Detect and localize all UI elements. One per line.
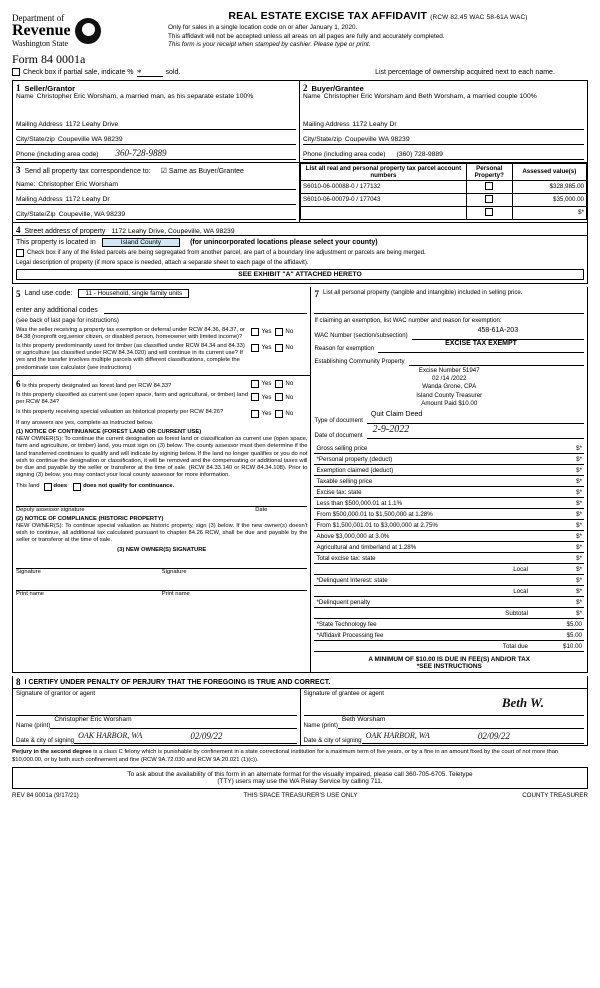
segregation-checkbox[interactable] [16,249,24,257]
money-row [314,443,584,454]
does-not-checkbox[interactable] [73,483,81,491]
grantor-date-city[interactable]: OAK HARBOR, WA [74,731,184,744]
buyer-city-value: Coupeville WA 98239 [344,135,410,143]
money-value-10[interactable]: $* [576,554,582,562]
segregation-label: Check box if any of the listed parcels are being segregated from another parcel, are part of a boundary line adjustment or parcels are being merged. [27,248,426,256]
grantor-signature-label: Signature of grantor or agent [16,690,96,698]
does-checkbox[interactable] [44,483,52,491]
money-value-12[interactable]: $* [576,576,582,584]
historic-yes[interactable] [251,410,271,418]
street-address-label: Street address of property [24,227,106,235]
exemption-yes[interactable] [251,328,271,336]
reason-exemption-label: Reason for exemption [314,344,375,352]
money-row [314,542,584,553]
exemption-no-label: No [285,328,294,336]
money-label-16: *State Technology fee [316,620,377,628]
parcel-number-0: S6010-06-00088-0 / 177132 [301,180,467,193]
section4-block [12,223,588,284]
money-row [314,586,584,597]
establishing-community-property-label: Establishing Community Property [314,357,405,365]
document-date-value[interactable]: 2-9-2022 [367,424,584,439]
forest-no[interactable] [275,380,293,388]
corr-name-label: Name: [16,180,36,188]
timber-no[interactable] [275,344,293,352]
agency-name-label: Revenue [12,22,71,40]
corr-city-value: Coupeville, WA 98239 [58,210,126,218]
corr-city-label: City/State/Zip [16,210,56,218]
header-sub1: Only for sales in a single location code on or after January 1, 2020. [168,24,358,31]
section8-number: 8 [16,677,21,688]
money-value-8[interactable]: $* [576,532,582,540]
additional-codes-input[interactable] [104,301,308,314]
notice-compliance-body: NEW OWNER(S): To continue special valuation as historic property, sign (3) below. If the new owner(s) doesn't wish to continue, all additional tax calculated pursuant to chapter 84.26 RCW, shall be due and payable by the seller or transferor at the time of sale. [16,522,308,544]
seller-mailing-value: 1172 Leahy Drive [65,120,119,128]
money-row [314,575,584,586]
partial-sale-label: Check box if partial sale, indicate % [23,68,134,76]
partial-sale-checkbox[interactable] [12,68,20,76]
corr-mailing-row[interactable] [16,190,296,205]
parcel-table-section [300,163,587,222]
current-use-question [16,392,307,406]
historic-question [16,409,307,418]
correspondence-parcels-block [12,163,588,223]
ada-notice [12,767,588,789]
perjury-notice [12,749,588,763]
money-row [314,454,584,465]
buyer-mailing-label: Mailing Address [303,120,350,128]
treasurer-stamp [314,367,584,409]
deputy-assessor-signature-label: Deputy assessor signature [16,506,85,513]
reason-exemption-value[interactable]: EXCISE TAX EXEMPT [378,340,584,353]
buyer-mailing-value: 1172 Leahy Dr [352,120,397,128]
seller-name-value[interactable]: Christopher Eric Worsham, a married man, as his separate estate 100% [36,92,254,100]
parcel-col-value: Assessed value(s) [512,163,586,180]
header-sub3: This form is your receipt when stamped by cashier. Please type or print. [168,41,371,49]
money-label-6: From $500,000.01 to $1,500,000 at 1.28% [316,510,433,518]
page-footer [12,789,588,799]
table-row[interactable] [301,193,587,206]
assessor-date-label: Date [255,506,268,513]
land-use-select[interactable]: 11 - Household, single family units [78,289,189,298]
money-row [314,553,584,564]
seller-section [13,81,300,162]
page-title [168,10,588,22]
section3-text: Send all property tax correspondence to: [24,167,151,175]
current-use-yes[interactable] [251,393,271,401]
seller-heading: Seller/Grantor [24,83,76,93]
section4-number: 4 [16,224,21,235]
money-row [314,520,584,531]
corr-mailing-label: Mailing Address [16,195,63,203]
main-lower-block [12,287,588,674]
tax-computation-table [314,443,584,652]
corr-name-row[interactable] [16,175,296,190]
money-row [314,487,584,498]
perjury-bold: Perjury in the second degree [12,749,92,756]
parcel-table [300,163,587,220]
grantee-print-label: Name (print) [303,722,338,730]
parcel-col-personal: Personal Property? [466,163,512,180]
money-row [314,509,584,520]
parcel-number-1: S6010-06-00079-0 / 177043 [301,193,467,206]
stamp-line-4: Amount Paid $10.00 [421,399,478,407]
money-label-7: From $1,500,001.01 to $3,000,000 at 2.75% [316,521,438,529]
money-row [314,630,584,641]
new-owner-signature-title: (3) NEW OWNER(S) SIGNATURE [117,546,207,553]
land-use-column [13,287,311,673]
partial-sale-percent: * [136,67,141,78]
timber-question-text: Is this property predominantly used for timber (as classified under RCW 84.34 and 84.33) or agriculture (as classified under RCW 84.34.020) and will continue in its current use? If yes and the transfer involves multiple parcels with different classifications, complete the predominate use calculator (see instructions) [16,342,245,371]
new-owner-signature-label-2: Signature [161,568,187,575]
notice-continuance-title: (1) NOTICE OF CONTINUANCE (FOREST LAND OR CURRENT USE) [16,428,202,435]
forest-no-label: No [285,380,294,388]
current-use-no-label: No [285,393,294,401]
money-label-13: Local [513,587,528,595]
perjury-text: is a class C felony which is punishable by confinement in a state correctional institution for a maximum term of five years, or by a fine in an amount fixed by the court of not more than $10,000.00, or by both such confinement and fine (RCW 9A.72.030 and RCW 9A.20.021 (1)(c)). [12,749,559,763]
seller-phone-value: 360-728-9889 [115,147,167,158]
timber-question [16,343,307,372]
grantor-signature-input[interactable] [16,697,297,716]
grantor-sign-col [13,689,301,745]
buyer-name-label: Name [303,92,321,100]
table-row[interactable] [301,206,587,219]
see-instructions-note: *SEE INSTRUCTIONS [416,663,482,671]
header-sub2: This affidavit will not be accepted unless all areas on all pages are fully and accurately completed. [168,32,445,40]
buyer-phone-row[interactable] [303,145,584,160]
section3-number: 3 [16,164,21,175]
exemption-claim-label: If claiming an exemption, list WAC number and reason for exemption: [314,316,502,324]
agency-dept-label: Department of [12,13,65,23]
wac-number-label: WAC Number (section/subsection) [314,331,408,339]
buyer-name-value[interactable]: Christopher Eric Worsham and Beth Worsham, a married couple 100% [323,92,537,100]
new-owner-print-label-1: Print name [16,591,45,598]
parcel-personal-0[interactable] [466,180,512,193]
money-row [314,597,584,608]
if-any-yes-note: If any answers are yes, complete as instructed below. [16,419,154,426]
stamp-line-3: Island County Treasurer [416,391,483,399]
located-in-label: This property is located in [16,238,96,246]
buyer-section [300,81,587,162]
money-label-0: Gross selling price [316,444,368,452]
sold-label: sold. [165,68,181,76]
parcel-personal-2[interactable] [466,206,512,219]
stamp-line-2: Wanda Grone, CPA [422,383,477,391]
grantee-signature-handwriting: Beth W. [501,695,544,711]
money-label-8: Above $3,000,000 at 3.0% [316,532,390,540]
land-use-label: Land use code: [24,290,73,298]
buyer-city-label: City/State/zip [303,135,342,143]
footer-revision: REV 84 0001a (9/17/21) [12,791,79,799]
page-title-citation: (RCW 82.45 WAC 58-61A WAC) [430,14,528,21]
minimum-due-note: A MINIMUM OF $10.00 IS DUE IN FEE(S) AND/OR TAX [368,656,531,664]
money-value-6[interactable]: $* [576,510,582,518]
document-type-value[interactable]: Quit Claim Deed [367,411,584,424]
seller-city-label: City/State/zip [16,135,55,143]
grantee-sign-col [301,689,588,745]
tax-column [311,287,587,673]
buyer-phone-label: Phone (including area code) [303,150,386,158]
money-label-15: Subtotal [505,609,528,617]
grantee-print-value[interactable]: Beth Worsham [338,716,584,729]
parcel-value-1: $35,000.00 [512,193,586,206]
money-row [314,531,584,542]
seller-phone-row[interactable] [16,145,296,160]
page-title-text: REAL ESTATE EXCISE TAX AFFIDAVIT [228,10,428,22]
footer-center-note: THIS SPACE TREASURER'S USE ONLY [243,791,358,799]
money-value-9[interactable]: $* [576,543,582,551]
forest-land-text: Is this property designated as forest land per RCW 84.33? [22,382,172,389]
money-row [314,619,584,630]
grantor-print-value[interactable]: Christopher Eric Worsham [50,716,296,729]
money-label-11: Local [513,565,528,573]
form-number: Form 84 0001a [12,51,86,66]
unincorporated-note: (for unincorporated locations please select your county) [190,238,378,246]
grantee-date-label: Date & city of signing [303,737,362,745]
money-label-1: *Personal property (deduct) [316,455,393,463]
exemption-yes-label: Yes [261,328,272,336]
money-label-4: Excise tax: state [316,488,362,496]
corr-name-value: Christopher Eric Worsham [38,180,118,188]
new-owner-print-label-2: Print name [161,591,190,598]
money-row [314,641,584,652]
certification-block [12,676,588,746]
money-value-7[interactable]: $* [576,521,582,529]
historic-no[interactable] [275,410,293,418]
stamp-line-0: Excise Number 51947 [418,366,480,374]
same-as-buyer-label: Same as Buyer/Grantee [168,167,244,175]
parcel-number-2 [301,206,467,219]
money-value-1[interactable]: $* [576,455,582,463]
header-subtitle [168,24,588,50]
legal-description-value[interactable]: SEE EXHIBIT "A" ATTACHED HERETO [16,269,584,280]
notice-continuance-body: NEW OWNER(S): To continue the current designation as forest land or classification as current use (open space, farm and agriculture, or timber) land, you must sign on (3) below. The county assessor must then determine if the land transferred continues to qualify and will indicate by signing below. If the land no longer qualifies or you do not wish to continue the designation or classification, it will be removed and the compensating or additional taxes will be due and payable by the seller or transferor at the time of sale. (RCW 84.33.140 or RCW 84.34.108). Prior to signing (3) below, you may contact your local county assessor for more information. [16,436,308,479]
money-row [314,498,584,509]
current-use-yes-label: Yes [261,393,272,401]
title-block [162,10,588,50]
ownership-note: List percentage of ownership acquired next to each name. [375,68,555,76]
forest-yes-label: Yes [261,380,272,388]
county-select[interactable]: Island County [102,238,180,247]
seller-city-value: Coupeville WA 98239 [57,135,123,143]
money-row [314,476,584,487]
money-label-5: Less than $500,000.01 at 1.1% [316,499,403,507]
money-label-3: Taxable selling price [316,477,373,485]
agency-state-label: Washington State [12,39,69,49]
money-value-17[interactable]: $5.00 [566,631,582,639]
buyer-city-row[interactable] [303,130,584,145]
money-value-14[interactable]: $* [576,598,582,606]
grantee-signature-input[interactable] [304,697,585,716]
buyer-mailing-row[interactable] [303,115,584,130]
forest-yes[interactable] [251,380,271,388]
new-owner-signature-label-1: Signature [16,568,41,575]
money-value-16[interactable]: $5.00 [566,620,582,628]
seller-phone-label: Phone (including area code) [16,150,99,158]
parcel-col-numbers: List all real and personal property tax parcel account numbers [301,163,467,180]
timber-no-label: No [285,344,294,352]
grantee-date-city[interactable]: OAK HARBOR, WA [362,731,472,744]
money-label-14: *Delinquent penalty [316,598,371,606]
money-value-4[interactable]: $* [576,488,582,496]
personal-property-input[interactable] [314,301,584,314]
grantee-signature-label: Signature of grantee or agent [303,690,384,698]
seller-name-label: Name [16,92,34,100]
legal-description-label: Legal description of property (if more space is needed, attach a separate sheet to each page of the affidavit). [16,258,309,266]
money-value-2[interactable]: $* [576,466,582,474]
continuance-qualify-row [16,483,307,491]
ada-line-1: To ask about the availability of this form in an alternate format for the visually impaired, please call 360-705-6705. Teletype [127,770,473,778]
grantor-print-label: Name (print) [16,722,51,730]
seller-mailing-label: Mailing Address [16,120,63,128]
same-as-buyer-checkbox[interactable]: ☑ [160,167,167,175]
correspondence-section [13,163,300,222]
notice-compliance-title: (2) NOTICE OF COMPLIANCE (HISTORIC PROPERTY) [16,515,164,522]
footer-county-treasurer: COUNTY TREASURER [522,791,588,799]
revenue-swirl-icon [75,18,101,44]
parcel-value-2: $* [512,206,586,219]
street-address-value[interactable]: 1172 Leahy Drive, Coupeville, WA 98239 [111,227,235,235]
section7-text: List all personal property (tangible and intangible) included in selling price. [322,288,523,296]
parcel-personal-1[interactable] [466,193,512,206]
parties-block [12,80,588,163]
grantor-date-label: Date & city of signing [16,737,75,745]
grantee-date-value[interactable]: 02/09/22 [472,731,584,744]
instructions-note: (see back of last page for instructions) [16,316,119,324]
document-header [12,10,588,50]
additional-codes-label: enter any additional codes [16,306,98,314]
corr-city-row[interactable] [16,205,296,220]
seller-section-number: 1 [16,82,21,93]
section7-number: 7 [314,288,319,299]
money-value-13[interactable]: $* [576,587,582,595]
parcel-value-0: $328,985.00 [512,180,586,193]
money-label-12: *Delinquent Interest: state [316,576,388,584]
money-row [314,564,584,575]
timber-yes[interactable] [251,344,271,352]
historic-text: Is this property receiving special valuation as historical property per RCW 84.26? [16,408,224,415]
seller-mailing-row[interactable] [16,115,296,130]
does-label: does [53,482,68,489]
money-row [314,608,584,619]
exemption-question-text: Was the seller receiving a property tax exemption or deferral under RCW 84.36, 84.37, or 84.38 (nonprofit org,senior citizen, or disabled person, homeowner with limited income)? [16,326,245,340]
money-row [314,465,584,476]
stamp-line-1: 02 /14 /2022 [432,374,467,382]
section6-number: 6 [16,378,21,389]
document-type-label: Type of document [314,416,363,424]
grantor-date-value[interactable]: 02/09/22 [184,731,296,744]
money-value-3[interactable]: $* [576,477,582,485]
exemption-no[interactable] [275,328,293,336]
section5-number: 5 [16,288,21,299]
historic-yes-label: Yes [261,410,272,418]
forest-land-question [16,379,307,390]
table-row[interactable] [301,180,587,193]
buyer-phone-value: (360) 728-9889 [396,150,443,158]
historic-no-label: No [285,410,294,418]
money-value-5[interactable]: $* [576,499,582,507]
corr-mailing-value: 1172 Leahy Dr [65,195,110,203]
money-label-9: Agricultural and timberland at 1.28% [316,543,417,551]
this-land-label: This land [16,482,40,489]
certification-heading: I CERTIFY UNDER PENALTY OF PERJURY THAT THE FOREGOING IS TRUE AND CORRECT. [24,678,331,686]
wac-number-value[interactable]: 458-61A-203 [412,327,584,340]
seller-city-row[interactable] [16,130,296,145]
buyer-heading: Buyer/Grantee [311,83,364,93]
buyer-section-number: 2 [303,82,308,93]
money-label-17: *Affidavit Processing fee [316,631,384,639]
does-not-label: does not qualify for continuance. [83,482,175,489]
money-label-2: Exemption claimed (deduct) [316,466,394,474]
agency-logo [12,10,162,49]
timber-yes-label: Yes [261,344,272,352]
money-value-11[interactable]: $* [576,565,582,573]
money-label-10: Total excise tax: state [316,554,376,562]
money-value-15[interactable]: $* [576,609,582,617]
ada-line-2: (TTY) users may use the WA Relay Service by calling 711. [217,777,383,785]
money-value-18[interactable]: $10.00 [563,642,582,650]
current-use-text: Is this property classified as current use (open space, farm and agricultural, or timber) land per RCW 84.34? [16,392,248,406]
exemption-question [16,327,307,341]
money-value-0[interactable]: $* [576,444,582,452]
current-use-no[interactable] [275,393,293,401]
money-label-18: Total due [502,642,528,650]
document-date-label: Date of document [314,431,363,439]
